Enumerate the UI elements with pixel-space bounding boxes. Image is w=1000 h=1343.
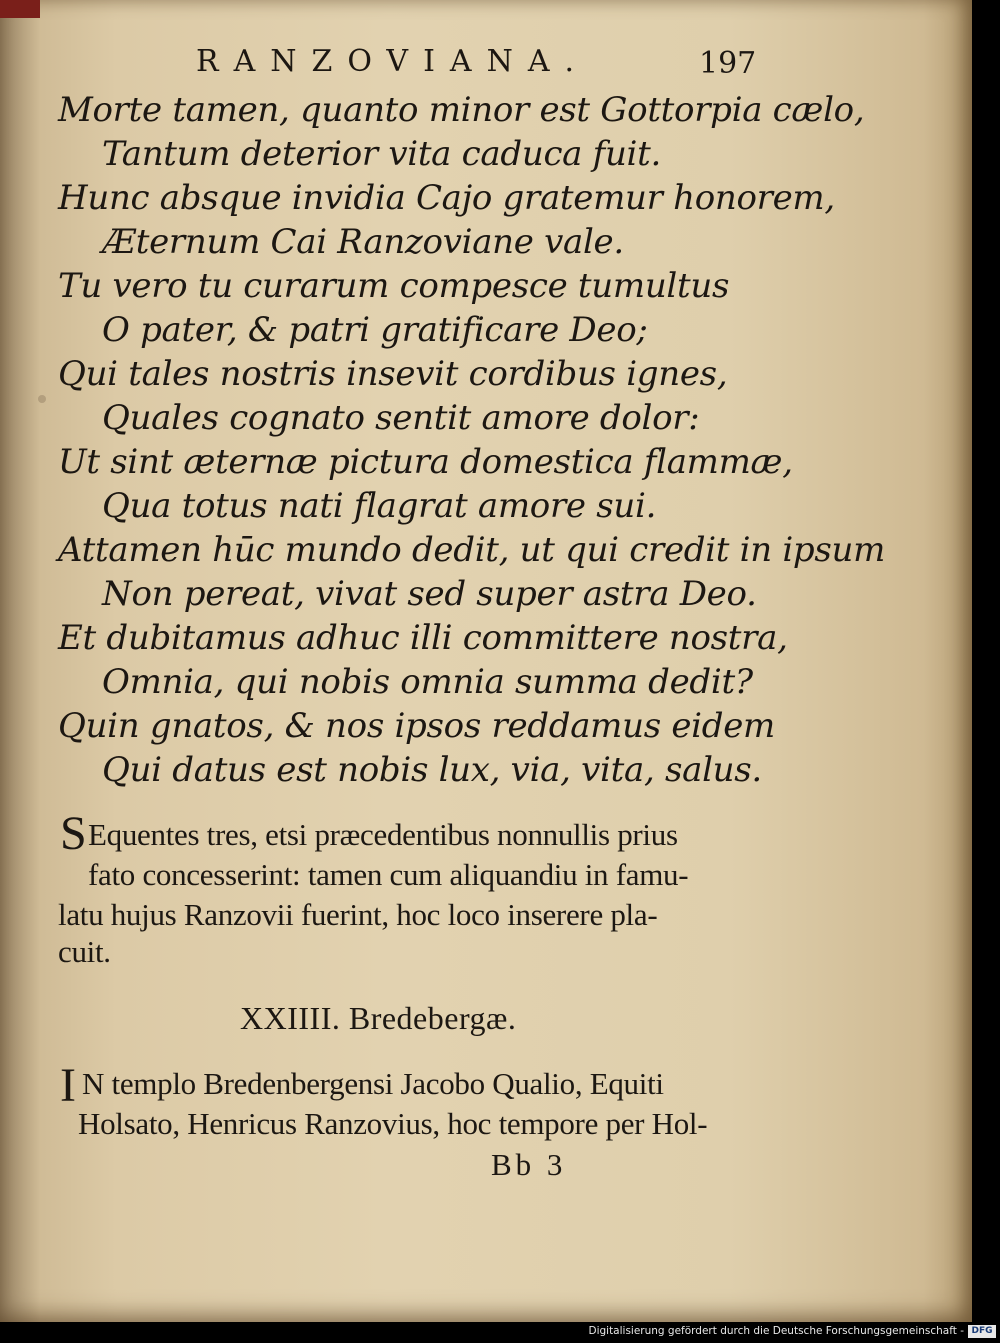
prose-line-3: latu hujus Ranzovii fuerint, hoc loco inserere pla- bbox=[58, 897, 658, 932]
signature-mark: Bb 3 bbox=[491, 1147, 567, 1182]
verse-line-16: Qui datus est nobis lux, via, vita, salus. bbox=[102, 750, 762, 790]
color-calibration-mark bbox=[0, 0, 40, 18]
verse-line-9: Ut sint æternæ pictura domestica flammæ, bbox=[58, 442, 793, 482]
page-number: 197 bbox=[699, 46, 757, 81]
verse-line-4: Æternum Cai Ranzoviane vale. bbox=[102, 222, 624, 262]
dropcap-s: S bbox=[60, 807, 87, 860]
verse-line-6: O pater, & patri gratificare Deo; bbox=[102, 310, 648, 350]
prose-line-4: cuit. bbox=[58, 934, 111, 969]
verse-line-8: Quales cognato sentit amore dolor: bbox=[102, 398, 700, 438]
verse-line-3: Hunc absque invidia Cajo gratemur honorem, bbox=[58, 178, 835, 218]
funding-credit: Digitalisierung gefördert durch die Deutsche Forschungsgemeinschaft - bbox=[588, 1325, 964, 1337]
section-heading: XXIIII. Bredebergæ. bbox=[240, 1000, 517, 1036]
verse-line-11: Attamen hūc mundo dedit, ut qui credit in ipsum bbox=[58, 530, 886, 570]
verse-line-1: Morte tamen, quanto minor est Gottorpia cælo, bbox=[58, 90, 865, 130]
running-title: RANZOVIANA. bbox=[196, 44, 590, 79]
dfg-logo-icon: DFG bbox=[968, 1325, 996, 1338]
verse-line-12: Non pereat, vivat sed super astra Deo. bbox=[102, 574, 757, 614]
verse-line-2: Tantum deterior vita caduca fuit. bbox=[102, 134, 661, 174]
verse-line-14: Omnia, qui nobis omnia summa dedit? bbox=[102, 662, 753, 702]
dropcap-i: I bbox=[60, 1059, 76, 1112]
epitaph-line-2: Holsato, Henricus Ranzovius, hoc tempore per Hol- bbox=[78, 1106, 708, 1141]
verse-line-7: Qui tales nostris insevit cordibus ignes, bbox=[58, 354, 728, 394]
prose-line-2: fato concesserint: tamen cum aliquandiu in famu- bbox=[88, 857, 689, 892]
epitaph-line-1: N templo Bredenbergensi Jacobo Qualio, Equiti bbox=[82, 1066, 664, 1101]
verse-line-13: Et dubitamus adhuc illi committere nostra, bbox=[58, 618, 788, 658]
verse-line-10: Qua totus nati flagrat amore sui. bbox=[102, 486, 657, 526]
verse-line-15: Quin gnatos, & nos ipsos reddamus eidem bbox=[58, 706, 775, 746]
prose-line-1: Equentes tres, etsi præcedentibus nonnullis prius bbox=[88, 817, 678, 852]
verse-line-5: Tu vero tu curarum compesce tumultus bbox=[58, 266, 730, 306]
page-blemish bbox=[38, 395, 46, 403]
